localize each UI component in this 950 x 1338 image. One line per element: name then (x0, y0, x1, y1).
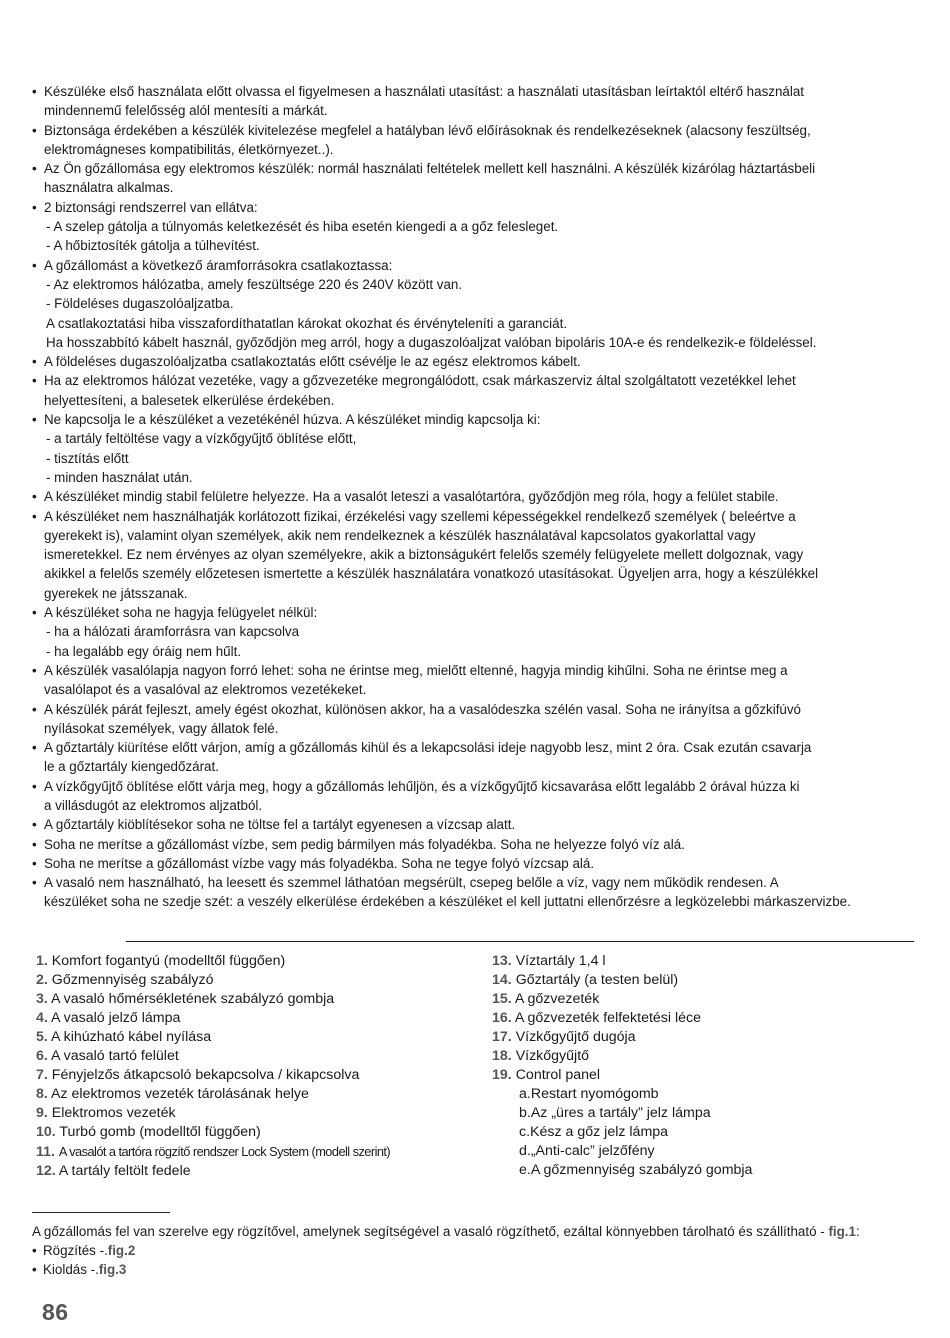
safety-text-line: elektromágneses kompatibilitás, életkörnyezet..). (44, 141, 334, 157)
fixing-step (32, 1241, 914, 1260)
safety-item (32, 603, 914, 661)
part-label: A vasaló jelző lámpa (51, 1010, 181, 1026)
control-panel-item: e.A gőzmennyiség szabályzó gombja (519, 1162, 753, 1178)
safety-text-line: • A készülék párát fejleszt, amely égést okozhat, különösen akkor, ha a vasalódeszka szélén vasal. Soha ne irányítsa a gőzkifúvó (44, 701, 802, 717)
control-panel-item: b.Az „üres a tartály” jelz lámpa (519, 1105, 711, 1121)
part-number: 8. (36, 1086, 48, 1102)
fixing-step-label: Kioldás -. (43, 1262, 99, 1277)
parts-list-item (492, 1047, 912, 1066)
safety-text-line: • Soha ne merítse a gőzállomást vízbe vagy más folyadékba. Soha ne tegye folyó vízcsap alá. (44, 855, 595, 871)
parts-list-item (36, 1066, 476, 1085)
safety-text-line: • A vasaló nem használható, ha leesett és szemmel láthatóan megsérült, csepeg belőle a víz, vagy nem működik rendesen. A (44, 875, 779, 891)
safety-sub-item: - A hőbiztosíték gátolja a túlhevítést. (46, 238, 260, 254)
safety-text-line: • A készüléket mindig stabil felületre helyezze. Ha a vasalót leteszi a vasalótartóra, győződjön meg róla, hogy a felület stabile. (44, 489, 779, 505)
parts-list-item (36, 990, 476, 1009)
part-number: 2. (36, 972, 48, 988)
part-label: A gőzvezeték (514, 991, 600, 1007)
parts-list-item (36, 1009, 476, 1028)
safety-item (32, 854, 914, 873)
safety-sub-item: - Az elektromos hálózatba, amely feszültsége 220 és 240V között van. (46, 276, 463, 292)
control-panel-item: a.Restart nyomógomb (519, 1086, 659, 1102)
figure-reference: fig.3 (98, 1262, 127, 1277)
part-number: 5. (36, 1029, 48, 1045)
part-label: Elektromos vezeték (51, 1105, 176, 1121)
safety-text-line: készüléket soha ne szedje szét: a veszély elkerülése érdekében a készüléket el kell juttatni ellenőrzésre a legközelebbi márkaszervizbe. (44, 894, 851, 910)
part-label: A gőzvezeték felfektetési léce (514, 1010, 702, 1026)
safety-item (32, 777, 914, 816)
safety-text-line: mindennemű felelősség alól mentesíti a márkát. (44, 103, 328, 119)
parts-list-item (36, 1047, 476, 1066)
part-number: 1. (36, 953, 48, 969)
safety-text-line: • A készüléket nem használhatják korlátozott fizikai, érzékelési vagy szellemi képességekkel rendelkező személyek ( beleértve a (44, 508, 796, 524)
part-label: A vasaló hőmérsékletének szabályzó gombja (51, 991, 335, 1007)
safety-sub-item: - minden használat után. (46, 469, 193, 485)
safety-text-line: • A készülék vasalólapja nagyon forró lehet: soha ne érintse meg, mielőtt eltenné, hagyja mindig kihűlni. Soha ne érintse meg a (44, 662, 788, 678)
safety-text-line: gyerekekt is), valamint olyan személyek, akik nem rendelkeznek a készülék használatával kapcsolatos gyakorlattal vagy (44, 527, 756, 543)
part-number: 15. (492, 991, 512, 1007)
safety-item (32, 256, 914, 352)
part-label: Az elektromos vezeték tárolásának helye (51, 1086, 309, 1102)
safety-note: Ha hosszabbító kábelt használ, győződjön meg arról, hogy a dugaszolóaljzat valóban bipoláris 10A-e és rendelkezik-e földeléssel. (46, 334, 817, 350)
part-number: 11. (36, 1144, 55, 1160)
safety-text-line: • A gőztartály kiürítése előtt várjon, amíg a gőzállomás kihül és a lekapcsolási ideje nagyobb lesz, mint 2 óra. Csak ezután csavarja (44, 740, 812, 756)
safety-item (32, 661, 914, 700)
part-number: 4. (36, 1010, 48, 1026)
safety-text-line: • Készüléke első használata előtt olvassa el figyelmesen a használati utasítást: a használati utasításban leírtaktól eltérő használat (44, 84, 804, 99)
safety-item (32, 815, 914, 834)
parts-list-right (492, 952, 912, 1180)
part-number: 16. (492, 1010, 512, 1026)
safety-text-line: • Biztonsága érdekében a készülék kivitelezése megfelel a hatályban lévő előírásoknak és rendelkezéseknek (alacsony feszültség, (44, 122, 811, 138)
safety-item (32, 198, 914, 256)
fixing-text-suffix: : (855, 1224, 860, 1239)
parts-list-item (492, 971, 912, 990)
section-divider (126, 941, 914, 942)
part-label: Fényjelzős átkapcsoló bekapcsolva / kikapcsolva (51, 1067, 360, 1083)
safety-text-line: gyerekek ne játsszanak. (44, 585, 188, 601)
parts-list-item (36, 1123, 476, 1142)
fixing-steps (32, 1241, 914, 1279)
parts-list-item (492, 1028, 912, 1047)
parts-list-item (492, 1009, 912, 1028)
safety-text-line: helyettesíteni, a balesetek elkerülése érdekében. (44, 392, 335, 408)
safety-text-line: a villásdugót az elektromos aljzatból. (44, 797, 263, 813)
parts-list-item (36, 971, 476, 990)
figure-reference: fig.1 (828, 1224, 856, 1239)
safety-text-line: • A gőzállomást a következő áramforrásokra csatlakoztassa: (44, 257, 393, 273)
part-number: 18. (492, 1048, 512, 1064)
safety-sub-item: - Földeléses dugaszolóaljzatba. (46, 296, 234, 312)
safety-text-line: • Ha az elektromos hálózat vezetéke, vagy a gőzvezetéke megrongálódott, csak márkaszerviz által szolgáltatott vezetékkel lehet (44, 373, 796, 389)
parts-list-item (492, 1066, 912, 1085)
parts-list-item (36, 952, 476, 971)
part-number: 6. (36, 1048, 48, 1064)
parts-list-item (36, 1104, 476, 1123)
part-label: A kihúzható kábel nyílása (51, 1029, 212, 1045)
safety-item (32, 835, 914, 854)
safety-sub-item: - ha a hálózati áramforrásra van kapcsolva (46, 624, 300, 640)
safety-item (32, 738, 914, 777)
part-label: Gőztartály (a testen belül) (515, 972, 679, 988)
safety-item (32, 352, 914, 371)
part-number: 19. (492, 1067, 512, 1083)
footnote-divider (32, 1212, 170, 1213)
fixing-text: A gőzállomás fel van szerelve egy rögzítővel, amelynek segítségével a vasaló rögzíthető, ezáltal könnyebben tárolható és szállítható - (32, 1224, 829, 1239)
safety-text-line: ismeretekkel. Ez nem érvényes az olyan személyekre, akik a biztonságukért felelős személy felügyelete mellett dolgoznak, vagy (44, 547, 804, 563)
part-label: A vasalót a tartóra rögzítő rendszer Lock System (modell szerint) (58, 1144, 391, 1159)
part-number: 12. (36, 1163, 56, 1179)
safety-text-line: • 2 biztonsági rendszerrel van ellátva: (44, 199, 258, 215)
fixing-step-label: Rögzítés -. (43, 1243, 108, 1258)
parts-list-item (36, 1028, 476, 1047)
safety-sub-item: - ha legalább egy óráig nem hűlt. (46, 643, 242, 659)
safety-item (32, 873, 914, 912)
safety-text-line: • A földeléses dugaszolóaljzatba csatlakoztatás előtt csévélje le az egész elektromos kábelt. (44, 354, 581, 370)
safety-text-line: • Ne kapcsolja le a készüléket a vezetékénél húzva. A készüléket mindig kapcsolja ki: (44, 412, 541, 428)
fixing-instructions (32, 1222, 914, 1279)
safety-text-line: le a gőztartály kiengedőzárat. (44, 759, 219, 775)
safety-instructions-list (32, 82, 914, 912)
safety-sub-item: - tisztítás előtt (46, 450, 129, 466)
part-label: Turbó gomb (modelltől függően) (59, 1124, 261, 1140)
part-label: A tartály feltölt fedele (58, 1163, 191, 1179)
safety-item (32, 487, 914, 506)
part-label: Gőzmennyiség szabályzó (51, 972, 214, 988)
safety-item (32, 371, 914, 410)
parts-list-item (492, 952, 912, 971)
safety-text-line: akikkel a felelős személy előzetesen ismertette a készülék használatára vonatkozó utasításokat. Ügyeljen arra, hogy a készülékkel (44, 566, 819, 582)
safety-text-line: használatra alkalmas. (44, 180, 174, 196)
safety-item (32, 121, 914, 160)
safety-text-line: • A vízkőgyűjtő öblítése előtt várja meg, hogy a gőzállomás lehűljön, és a vízkőgyűjtő kicsavarása előtt legalább 2 órával húzza ki (44, 778, 800, 794)
part-number: 9. (36, 1105, 48, 1121)
part-label: Víztartály 1,4 l (515, 953, 606, 969)
parts-list-left (36, 952, 476, 1181)
control-panel-item: c.Kész a gőz jelz lámpa (519, 1124, 669, 1140)
safety-text-line: • Soha ne merítse a gőzállomást vízbe, sem pedig bármilyen más folyadékba. Soha ne helyezze folyó víz alá. (44, 836, 685, 852)
part-number: 17. (492, 1029, 512, 1045)
parts-list-item (36, 1085, 476, 1104)
part-label: Vízkőgyűjtő dugója (515, 1029, 636, 1045)
safety-text-line: • A gőztartály kiöblítésekor soha ne töltse fel a tartályt egyenesen a vízcsap alatt. (44, 817, 516, 833)
safety-item (32, 507, 914, 603)
part-label: Vízkőgyűjtő (515, 1048, 590, 1064)
fixing-step (32, 1260, 914, 1279)
part-number: 13. (492, 953, 512, 969)
safety-note: A csatlakoztatási hiba visszafordíthatatlan károkat okozhat és érvényteleníti a garanciát. (46, 315, 568, 331)
safety-item (32, 700, 914, 739)
part-number: 10. (36, 1124, 56, 1140)
safety-item (32, 410, 914, 487)
safety-text-line: • A készüléket soha ne hagyja felügyelet nélkül: (44, 605, 318, 621)
parts-list-item (492, 990, 912, 1009)
safety-text-line: • Az Ön gőzállomása egy elektromos készülék: normál használati feltételek mellett kell használni. A készülék kizárólag háztartásbeli (44, 161, 816, 177)
figure-reference: fig.2 (107, 1243, 136, 1258)
safety-item (32, 82, 914, 121)
fixing-paragraph (32, 1222, 914, 1241)
parts-list-item (36, 1142, 476, 1162)
safety-sub-item: - a tartály feltöltése vagy a vízkőgyűjtő öblítése előtt, (46, 431, 357, 447)
part-label: Komfort fogantyú (modelltől függően) (51, 953, 286, 969)
part-label: Control panel (515, 1067, 601, 1083)
part-number: 7. (36, 1067, 48, 1083)
part-number: 14. (492, 972, 512, 988)
safety-sub-item: - A szelep gátolja a túlnyomás keletkezését és hiba esetén kiengedi a a gőz felesleget. (46, 219, 559, 235)
safety-text-line: vasalólapot és a vasalóval az elektromos vezetékeket. (44, 682, 367, 698)
part-number: 3. (36, 991, 48, 1007)
page-number: 86 (42, 1299, 69, 1325)
parts-list-item (36, 1162, 476, 1181)
safety-item (32, 159, 914, 198)
control-panel-item: d.„Anti-calc” jelzőfény (519, 1143, 655, 1159)
part-label: A vasaló tartó felület (51, 1048, 179, 1064)
safety-text-line: nyílásokat személyek, vagy állatok felé. (44, 720, 279, 736)
